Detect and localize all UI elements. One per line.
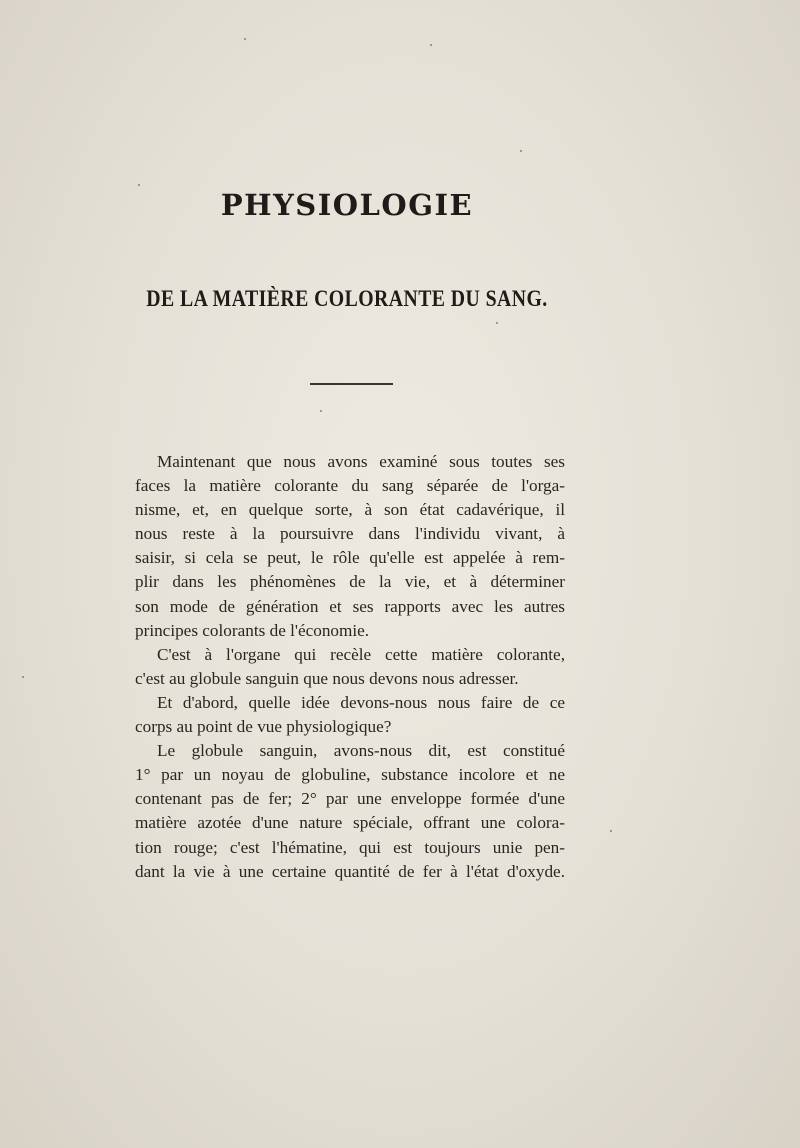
text-line: nous reste à la poursuivre dans l'individu vivant, à: [135, 524, 565, 544]
text-line: corps au point de vue physiologique?: [135, 717, 392, 737]
text-line: principes colorants de l'économie.: [135, 620, 370, 640]
text-line: matière azotée d'une nature spéciale, offrant une colora-: [135, 813, 565, 833]
text-line: Le globule sanguin, avons-nous dit, est constitué: [157, 741, 565, 761]
text-line: faces la matière colorante du sang séparée de l'orga-: [135, 476, 565, 496]
paper-speck: [244, 38, 246, 40]
paper-speck: [496, 322, 498, 324]
text-line: plir dans les phénomènes de la vie, et à déterminer: [135, 572, 565, 592]
text-line: 1° par un noyau de globuline, substance incolore et ne: [135, 765, 565, 785]
text-line: tion rouge; c'est l'hématine, qui est toujours unie pen-: [135, 837, 565, 857]
page-subtitle: DE LA MATIÈRE COLORANTE DU SANG.: [146, 286, 548, 311]
text-line: nisme, et, en quelque sorte, à son état cadavérique, il: [135, 500, 565, 520]
body-text: [135, 450, 565, 884]
text-line: c'est au globule sanguin que nous devons nous adresser.: [135, 668, 519, 688]
text-line: dant la vie à une certaine quantité de fer à l'état d'oxyde.: [135, 861, 565, 881]
paper-speck: [430, 44, 432, 46]
text-line: contenant pas de fer; 2° par une enveloppe formée d'une: [135, 789, 565, 809]
page-title: PHYSIOLOGIE: [220, 188, 474, 222]
paper-speck: [320, 410, 322, 412]
text-line: C'est à l'organe qui recèle cette matière colorante,: [157, 644, 565, 664]
paper-speck: [22, 676, 24, 678]
divider-rule: [310, 383, 393, 385]
text-line: Maintenant que nous avons examiné sous toutes ses: [157, 452, 565, 471]
text-line: Et d'abord, quelle idée devons-nous nous faire de ce: [157, 692, 565, 712]
text-line: saisir, si cela se peut, le rôle qu'elle est appelée à rem-: [135, 548, 565, 568]
paper-speck: [520, 150, 522, 152]
paper-speck: [138, 184, 140, 186]
paper-speck: [610, 830, 612, 832]
text-line: son mode de génération et ses rapports avec les autres: [135, 596, 565, 616]
